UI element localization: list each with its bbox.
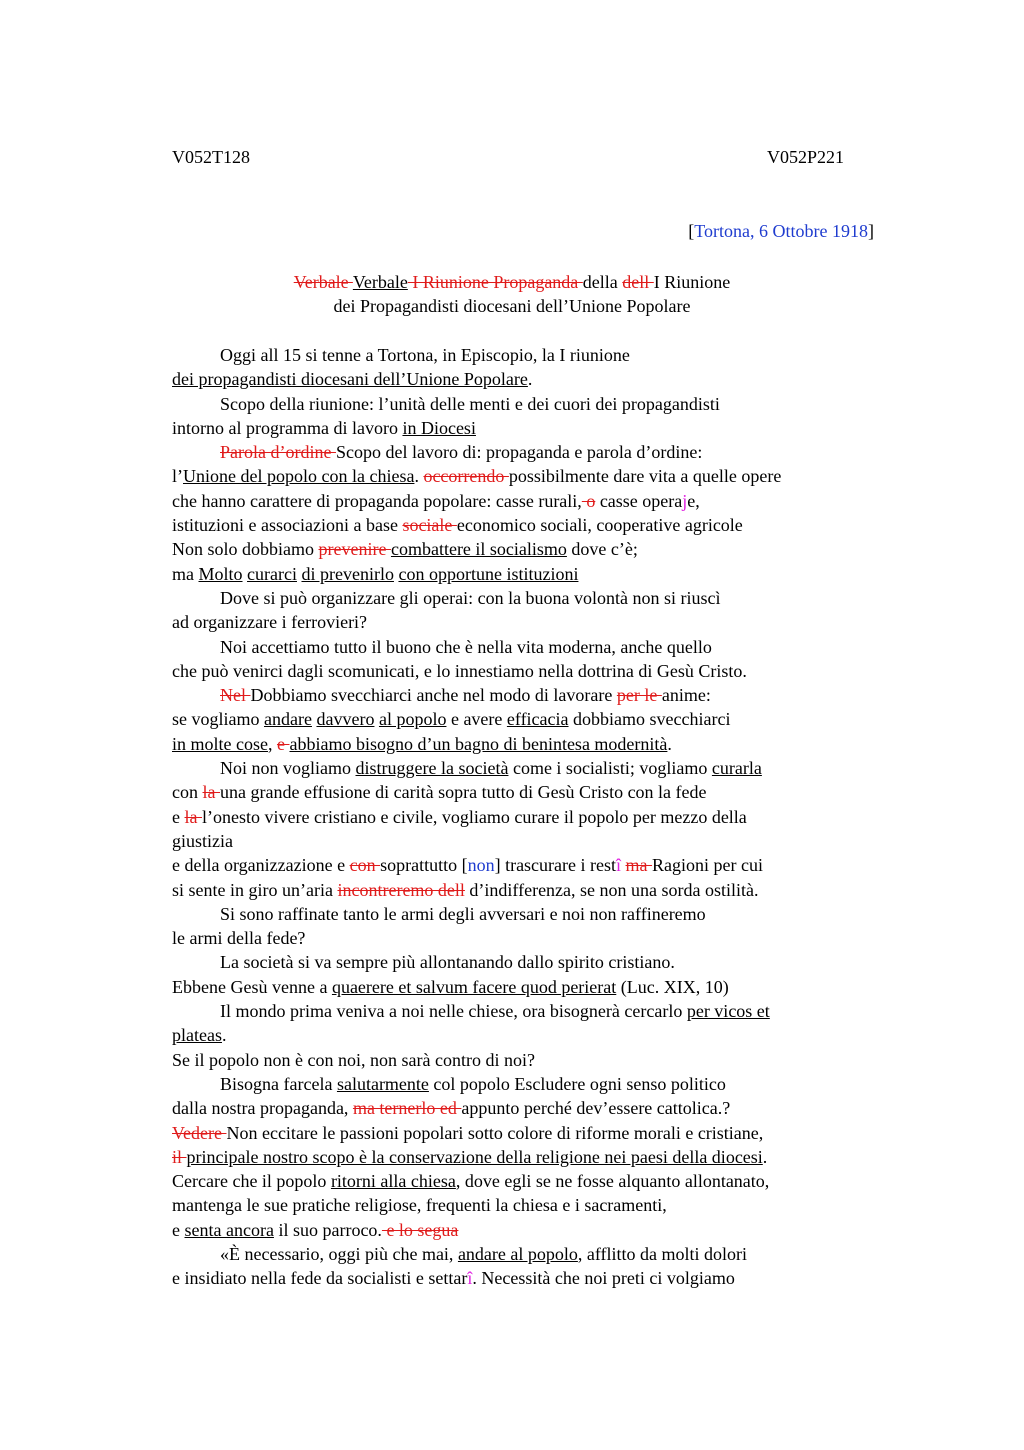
text-line: Noi non vogliamo distruggere la società come i socialisti; vogliamo curarla <box>220 758 762 779</box>
text-line: che hanno carattere di propaganda popolare: casse rurali, o casse operaje, <box>172 490 700 511</box>
text-line: ad organizzare i ferrovieri? <box>172 612 368 633</box>
document-body <box>172 343 872 1291</box>
text-line: «È necessario, oggi più che mai, andare al popolo, afflitto da molti dolori <box>220 1243 748 1264</box>
text-line: e della organizzazione e con soprattutto [non] trascurare i restî ma Ragioni per cui <box>172 855 764 876</box>
text-line: Oggi all 15 si tenne a Tortona, in Episcopio, la I riunione <box>220 345 630 365</box>
text-line: Ebbene Gesù venne a quaerere et salvum facere quod perierat (Luc. XIX, 10) <box>172 976 729 997</box>
text-line: e senta ancora il suo parroco. e lo segua <box>172 1219 459 1240</box>
text-line: Dove si può organizzare gli operai: con la buona volontà non si riuscì <box>220 587 721 608</box>
text-line: Noi accettiamo tutto il buono che è nella vita moderna, anche quello <box>220 636 712 657</box>
text-line: che può venirci dagli scomunicati, e lo innestiamo nella dottrina di Gesù Cristo. <box>172 660 747 681</box>
text-line: Scopo della riunione: l’unità delle menti e dei cuori dei propagandisti <box>220 393 720 414</box>
text-line: il principale nostro scopo è la conservazione della religione nei paesi della diocesi. <box>172 1146 768 1167</box>
text-line: dei propagandisti diocesani dell’Unione Popolare. <box>172 369 533 390</box>
text-line: Si sono raffinate tanto le armi degli avversari e noi non raffineremo <box>220 903 706 924</box>
text-line: istituzioni e associazioni a base sociale economico sociali, cooperative agricole <box>172 515 743 536</box>
text-line: Parola d’ordine Scopo del lavoro di: propaganda e parola d’ordine: <box>220 442 703 463</box>
text-line: La società si va sempre più allontanando dallo spirito cristiano. <box>220 952 675 973</box>
text-line: le armi della fede? <box>172 928 306 949</box>
document-title <box>0 270 1024 318</box>
text-line: con la una grande effusione di carità sopra tutto di Gesù Cristo con la fede <box>172 782 707 803</box>
text-line: plateas. <box>172 1025 227 1046</box>
text-line: Se il popolo non è con noi, non sarà contro di noi? <box>172 1049 535 1070</box>
text-line: mantenga le sue pratiche religiose, frequenti la chiesa e i sacramenti, <box>172 1195 667 1216</box>
text-line: Il mondo prima veniva a noi nelle chiese, ora bisognerà cercarlo per vicos et <box>220 1001 770 1022</box>
text-line: Non solo dobbiamo prevenire combattere il socialismo dove c’è; <box>172 539 638 560</box>
document-code-left: V052T128 <box>172 147 250 167</box>
text-line: e la l’onesto vivere cristiano e civile, vogliamo curare il popolo per mezzo della <box>172 806 747 827</box>
text-line: ma Molto curarci di prevenirlo con opportune istituzioni <box>172 563 579 584</box>
document-date: [Tortona, 6 Ottobre 1918] <box>688 221 874 241</box>
text-line: Nel Dobbiamo svecchiarci anche nel modo di lavorare per le anime: <box>220 685 711 706</box>
text-line: si sente in giro un’aria incontreremo dell d’indifferenza, se non una sorda ostilità. <box>172 879 759 900</box>
text-line: in molte cose, e abbiamo bisogno d’un bagno di benintesa modernità. <box>172 733 672 754</box>
text-line: Cercare che il popolo ritorni alla chiesa, dove egli se ne fosse alquanto allontanato, <box>172 1171 770 1192</box>
text-line: dalla nostra propaganda, ma ternerlo ed appunto perché dev’essere cattolica.? <box>172 1098 731 1119</box>
title-line-2: dei Propagandisti diocesani dell’Unione Popolare <box>333 296 691 316</box>
document-code-right: V052P221 <box>766 147 844 167</box>
text-line: l’Unione del popolo con la chiesa. occorrendo possibilmente dare vita a quelle opere <box>172 466 782 487</box>
text-line: se vogliamo andare davvero al popolo e avere efficacia dobbiamo svecchiarci <box>172 709 731 730</box>
text-line: Vedere Non eccitare le passioni popolari sotto colore di riforme morali e cristiane, <box>172 1122 764 1143</box>
title-line-1: Verbale Verbale I Riunione Propaganda della dell I Riunione <box>293 272 731 292</box>
text-line: intorno al programma di lavoro in Diocesi <box>172 417 476 438</box>
text-line: giustizia <box>172 830 233 851</box>
text-line: e insidiato nella fede da socialisti e settarî. Necessità che noi preti ci volgiamo <box>172 1268 735 1289</box>
text-line: Bisogna farcela salutarmente col popolo Escludere ogni senso politico <box>220 1073 726 1094</box>
